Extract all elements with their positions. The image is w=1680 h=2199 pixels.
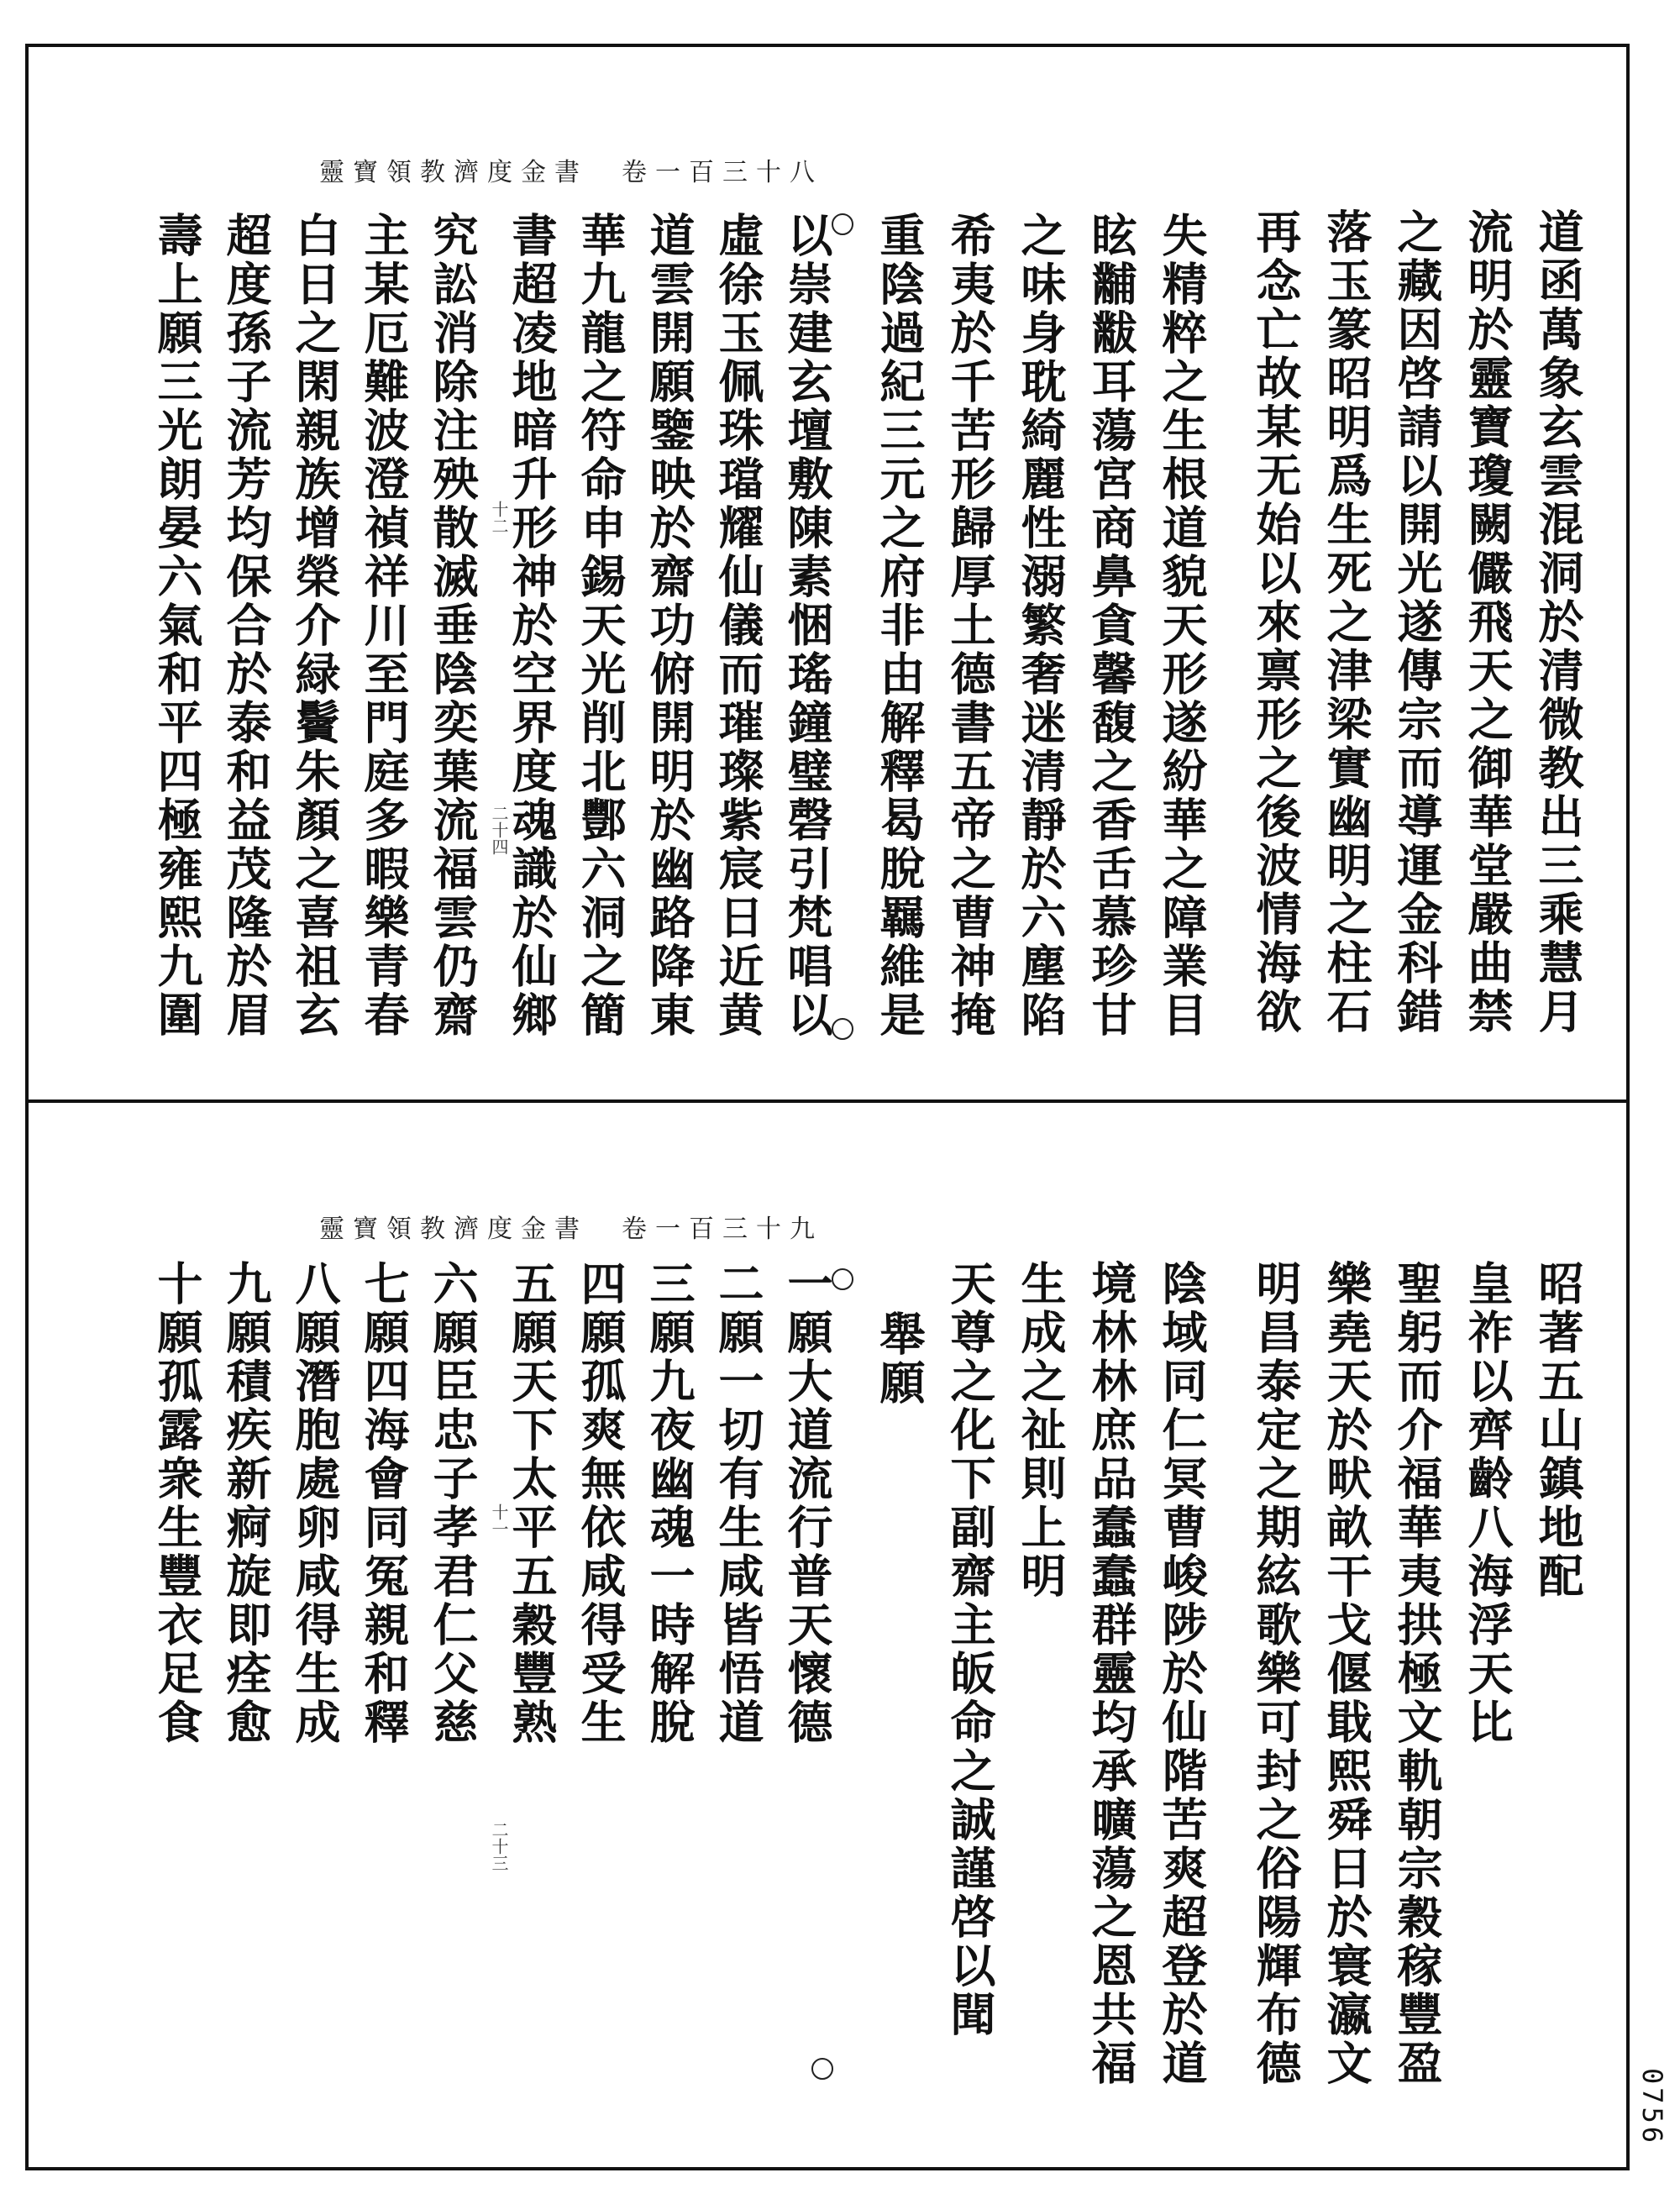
upper-column-9: 希夷於千苦形歸厚土德書五帝之曹神掩 [943,212,997,1040]
lower-column-18: 八願潛胞處卵咸得生成 [288,1260,342,1747]
lower-column-7: 境林林庶品蠢蠢群靈均承曠蕩之恩共福 [1084,1260,1138,2088]
lower-note-2: 二十三 [489,1821,509,1871]
lower-column-12: 二願一切有生咸皆悟道 [711,1260,765,1747]
lower-column-2: 皇祚以齊齡八海浮天比 [1461,1260,1515,1747]
lower-note-1: 十一 [489,1504,509,1537]
upper-column-8: 之味身耽綺麗性溺繁奢迷清靜於六塵陷 [1014,212,1068,1040]
upper-column-13: 道雲開願鑒映於齋功俯開明於幽路降東 [643,212,696,1040]
upper-column-6: 失精粹之生根道貌天形遂紛華之障業目 [1155,212,1209,1040]
lower-column-14: 四願孤爽無依咸得受生 [574,1260,627,1747]
upper-column-11: 以崇建玄壇敷陳素悃瑤鐘璧磬引梵唱以 [780,212,834,1040]
lower-column-13: 三願九夜幽魂一時解脫 [643,1260,696,1747]
lower-column-9: 天尊之化下副齋主皈命之誠謹啓以聞 [943,1260,997,2039]
upper-column-5: 再念亡故某无始以來禀形之後波情海欲 [1249,208,1303,1037]
upper-column-20: 壽上願三光朗晏六氣和平四極雍熙九圍 [150,212,204,1040]
upper-column-4: 落玉篆昭明爲生死之津梁實幽明之柱石 [1320,208,1373,1037]
upper-column-3: 之藏因啓請以開光遂傳宗而導運金科錯 [1390,208,1444,1037]
lower-column-4: 樂堯天於畎畝干戈偃戢熙舜日於寰瀛文 [1320,1260,1373,2088]
upper-column-16: 究訟消除注殃散滅垂陰奕葉流福雲仍齋 [426,212,480,1040]
upper-column-10: 重陰過紀三元之府非由解釋曷脫羈維是 [873,212,927,1040]
upper-column-15: 書超凌地暗升形神於空界度魂識於仙鄉 [505,212,559,1040]
upper-column-1: 道函萬象玄雲混洞於清微教出三乘慧月 [1531,208,1585,1037]
lower-header: 靈寶領教濟度金書 卷一百三十九 [319,1215,823,1244]
lower-column-11: 一願大道流行普天懷德 [780,1260,834,1747]
lower-column-16: 六願臣忠子孝君仁父慈 [426,1260,480,1747]
upper-column-18: 白日之閑親族增榮介緑鬢朱顏之喜祖玄 [288,212,342,1040]
upper-column-14: 華九龍之符命申錫天光削北酆六洞之簡 [574,212,627,1040]
lower-column-17: 七願四海會同冤親和釋 [357,1260,411,1747]
lower-column-20: 十願孤露衆生豐衣足食 [150,1260,204,1747]
upper-column-7: 眩黼黻耳蕩宮商鼻貪馨馥之香舌慕珍甘 [1084,212,1138,1040]
upper-column-2: 流明於靈寶瓊闕儼飛天之御華堂嚴曲禁 [1461,208,1515,1037]
upper-circle-mark-2 [832,1018,853,1040]
upper-header: 靈寶領教濟度金書 卷一百三十八 [319,158,823,187]
lower-column-3: 聖躬而介福華夷拱極文軌朝宗穀稼豐盈 [1390,1260,1444,2088]
upper-column-17: 主某厄難波澄禎祥川至門庭多暇樂青春 [357,212,411,1040]
page-number: 0756 [1636,2068,1668,2147]
upper-column-19: 超度孫子流芳均保合於泰和益茂隆於眉 [219,212,273,1040]
upper-note-1: 十二 [489,501,509,534]
lower-column-19: 九願積疾新痾旋即痊愈 [219,1260,273,1747]
lower-column-8: 生成之祉則上明 [1014,1260,1068,1601]
lower-column-6: 陰域同仁冥曹峻陟於仙階苦爽超登於道 [1155,1260,1209,2088]
lower-column-10: 舉願 [873,1310,927,1408]
lower-column-1: 昭著五山鎮地配 [1531,1260,1585,1601]
lower-column-15: 五願天下太平五穀豐熟 [505,1260,559,1747]
lower-circle-mark-1 [832,1268,853,1290]
lower-column-5: 明昌泰定之期絃歌樂可封之俗陽輝布德 [1249,1260,1303,2088]
upper-circle-mark-1 [832,213,853,235]
lower-circle-mark-2 [811,2058,833,2080]
upper-note-2: 二十四 [489,805,509,855]
upper-column-12: 虛徐玉佩珠璫耀仙儀而璀璨紫宸日近黄 [711,212,765,1040]
panel-divider [25,1100,1630,1103]
